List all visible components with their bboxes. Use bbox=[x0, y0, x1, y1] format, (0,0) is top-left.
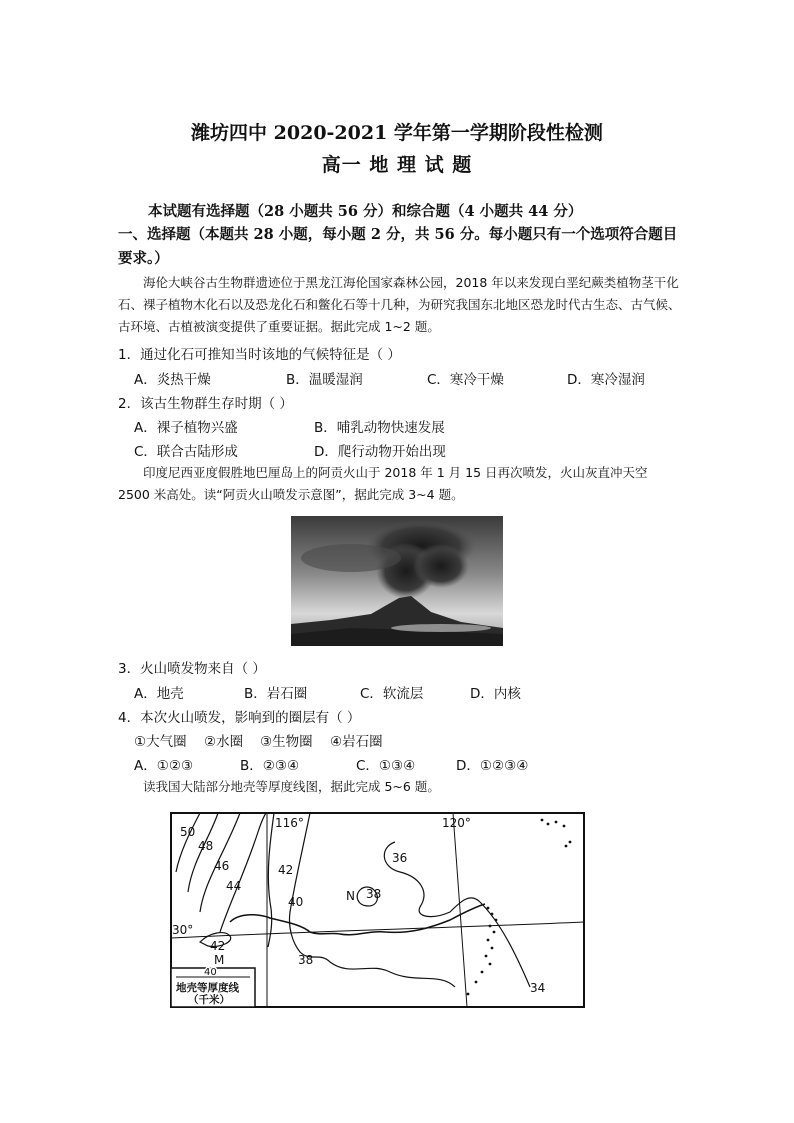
contour-label: 48 bbox=[198, 839, 214, 853]
point-label-m: M bbox=[214, 953, 225, 967]
q4-option-a: A．①②③ bbox=[134, 758, 194, 774]
contour-label: 34 bbox=[530, 981, 546, 995]
lon-label-116: 116° bbox=[275, 816, 304, 830]
q1-option-d: D．寒冷湿润 bbox=[567, 372, 645, 388]
q2-option-d: D．爬行动物开始出现 bbox=[314, 444, 446, 460]
section-heading: 一、选择题（本题共 28 小题，每小题 2 分，共 56 分。每小题只有一个选项符合题目要求。） bbox=[118, 226, 678, 267]
q1-option-b: B．温暖湿润 bbox=[286, 372, 363, 388]
q4-option-b: B．②③④ bbox=[240, 758, 300, 774]
question-3-stem: 3．火山喷发物来自（ ） bbox=[118, 661, 266, 677]
legend-value: 40 bbox=[204, 967, 217, 978]
lat-label-30: 30° bbox=[172, 923, 194, 937]
contour-label: 38 bbox=[298, 953, 314, 967]
map-legend bbox=[171, 967, 255, 1007]
q4-item-1: ①大气圈 bbox=[134, 734, 187, 750]
volcano-photo bbox=[291, 516, 503, 646]
passage-3: 读我国大陆部分地壳等厚度线图，据此完成 5~6 题。 bbox=[143, 779, 440, 794]
q1-option-a: A．炎热干燥 bbox=[134, 372, 211, 388]
contour-label: 42 bbox=[278, 863, 294, 877]
question-4-stem: 4．本次火山喷发，影响到的圈层有（ ） bbox=[118, 710, 361, 726]
passage-2: 印度尼西亚度假胜地巴厘岛上的阿贡火山于 2018 年 1 月 15 日再次喷发，火山灰直冲天空 2500 米高处。读“阿贡火山喷发示意图”，据此完成 3~4 题。 bbox=[118, 465, 648, 502]
exam-subtitle: 高一 地 理 试 题 bbox=[321, 154, 473, 176]
legend-text-1: 地壳等厚度线 bbox=[176, 982, 239, 994]
legend-text-2: （千米） bbox=[188, 994, 230, 1006]
passage-1: 海伦大峡谷古生物群遗迹位于黑龙江海伦国家森林公园，2018 年以来发现白垩纪蕨类植物茎干化石、裸子植物木化石以及恐龙化石和鳖化石等十几种，为研究我国东北地区恐龙时代古生态、古气候、古环境、古植被演变提供了重要证据。据此完成 1~2 题。 bbox=[118, 275, 681, 334]
contour-label: 44 bbox=[226, 879, 242, 893]
q3-option-b: B．岩石圈 bbox=[244, 686, 308, 702]
lon-label-120: 120° bbox=[442, 816, 471, 830]
q2-option-a: A．裸子植物兴盛 bbox=[134, 420, 238, 436]
contour-label: 50 bbox=[180, 825, 196, 839]
q3-option-c: C．软流层 bbox=[360, 686, 424, 702]
q3-option-d: D．内核 bbox=[470, 686, 521, 702]
contour-label: 46 bbox=[214, 859, 230, 873]
q4-option-c: C．①③④ bbox=[356, 758, 416, 774]
question-2-stem: 2．该古生物群生存时期（ ） bbox=[118, 396, 293, 412]
contour-label: 40 bbox=[288, 895, 304, 909]
q1-option-c: C．寒冷干燥 bbox=[427, 372, 504, 388]
question-1-stem: 1．通过化石可推知当时该地的气候特征是（ ） bbox=[118, 347, 401, 363]
q2-option-c: C．联合古陆形成 bbox=[134, 444, 238, 460]
q2-option-b: B．哺乳动物快速发展 bbox=[314, 420, 445, 436]
q3-option-a: A．地壳 bbox=[134, 686, 184, 702]
q4-option-d: D．①②③④ bbox=[456, 758, 529, 774]
q4-item-4: ④岩石圈 bbox=[330, 734, 383, 750]
q4-item-2: ②水圈 bbox=[204, 734, 244, 750]
q4-item-3: ③生物圈 bbox=[260, 734, 313, 750]
contour-label: 36 bbox=[392, 851, 408, 865]
exam-intro: 本试题有选择题（28 小题共 56 分）和综合题（4 小题共 44 分） bbox=[148, 203, 583, 220]
exam-title: 潍坊四中 2020-2021 学年第一学期阶段性检测 bbox=[191, 122, 603, 144]
contour-label: 38 bbox=[366, 887, 382, 901]
point-label-n: N bbox=[346, 889, 355, 903]
contour-label: 42 bbox=[210, 939, 226, 953]
crust-thickness-map bbox=[170, 812, 585, 1008]
